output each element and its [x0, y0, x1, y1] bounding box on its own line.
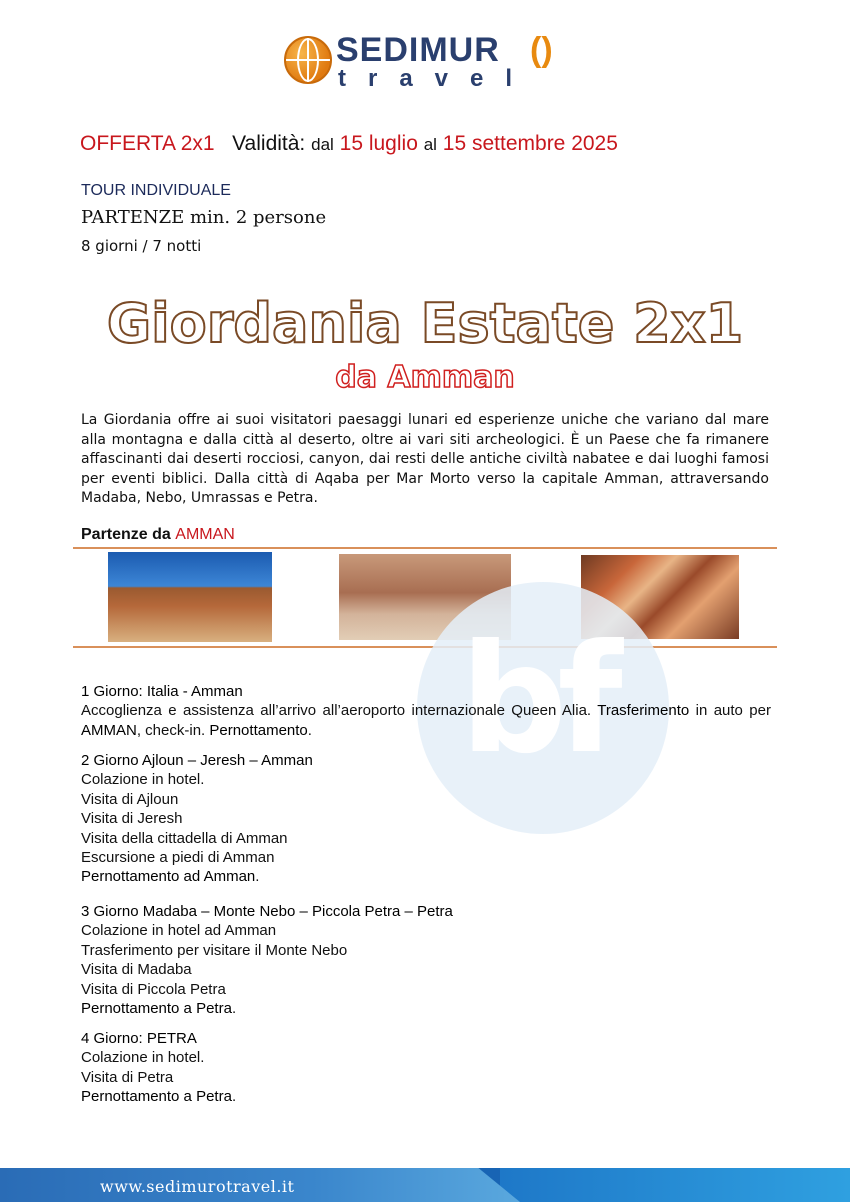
- day-2-line: Colazione in hotel.: [81, 771, 205, 789]
- day-2-line: Visita di Ajloun: [81, 790, 179, 808]
- tour-type: TOUR INDIVIDUALE: [81, 182, 231, 199]
- day-3: [81, 902, 771, 1018]
- offer-line: [80, 131, 618, 158]
- footer-website-link[interactable]: www.sedimurotravel.it: [100, 1177, 295, 1196]
- tour-duration: 8 giorni / 7 notti: [81, 237, 202, 255]
- day-4-line: Colazione in hotel.: [81, 1049, 205, 1067]
- day-2-overnight: [81, 867, 771, 886]
- day-2-line: Visita di Jeresh: [81, 810, 183, 828]
- validity-to-word: al: [423, 135, 437, 154]
- validity-from-word: dal: [311, 135, 334, 154]
- day-1-bold-overnight: Pernottamento: [209, 721, 308, 739]
- watermark-text: bf: [460, 613, 613, 787]
- day-3-line: Visita di Madaba: [81, 961, 192, 979]
- day-1-bold-city: AMMAN: [81, 721, 137, 739]
- day-3-line: Colazione in hotel ad Amman: [81, 922, 277, 940]
- validity-to-date: 15 settembre 2025: [442, 132, 618, 155]
- validity-from-date: 15 luglio: [339, 132, 418, 155]
- day-4-overnight: [81, 1087, 771, 1106]
- day-2-line: Visita della cittadella di Amman: [81, 829, 288, 847]
- departures-minimum: PARTENZE min. 2 persone: [81, 207, 327, 228]
- day-1-text-part: .: [307, 721, 312, 739]
- globe-icon: [284, 36, 332, 84]
- day-1-text-part: Accoglienza e assistenza all’arrivo all’aeroporto internazionale Queen Alia.: [81, 702, 598, 720]
- day-1-title: 1 Giorno: Italia - Amman: [81, 683, 243, 700]
- footer-accent: [500, 1168, 850, 1202]
- day-4-overnight-text: Pernottamento a Petra: [81, 1088, 232, 1106]
- brand-logo: [284, 28, 584, 92]
- departures-heading: [81, 526, 235, 544]
- day-4: [81, 1029, 771, 1107]
- day-1: [81, 682, 771, 740]
- day-3-title: 3 Giorno Madaba – Monte Nebo – Piccola Petra – Petra: [81, 903, 453, 920]
- day-3-overnight: [81, 999, 771, 1018]
- validity-label: Validità:: [232, 132, 306, 155]
- photo-desert-rocks: [108, 552, 272, 642]
- divider-top: [73, 547, 777, 549]
- logo-sub-text: travel: [338, 65, 535, 92]
- day-2-overnight-end: .: [255, 868, 260, 886]
- day-3-overnight-text: Pernottamento a Petra: [81, 1000, 232, 1018]
- day-4-line: Visita di Petra: [81, 1068, 174, 1086]
- day-2-line: Escursione a piedi di Amman: [81, 849, 275, 867]
- departures-prefix: Partenze da: [81, 526, 171, 543]
- day-4-overnight-end: .: [231, 1088, 237, 1106]
- divider-bottom: [73, 646, 777, 648]
- day-1-text: [81, 701, 771, 740]
- logo-brand-text: SEDIMUR: [336, 31, 500, 69]
- day-3-line: Trasferimento per visitare il Monte Nebo: [81, 941, 348, 959]
- day-1-text-part: , check-in.: [136, 721, 210, 739]
- day-1-text-part: in auto per: [689, 702, 771, 720]
- day-1-bold-transfer: Trasferimento: [597, 702, 690, 720]
- page-title: Giordania Estate 2x1: [106, 292, 744, 355]
- day-3-line: Visita di Piccola Petra: [81, 980, 226, 998]
- logo-accent: (): [530, 31, 553, 69]
- day-3-overnight-end: .: [231, 1000, 237, 1018]
- intro-paragraph: La Giordania offre ai suoi visitatori paesaggi lunari ed esperienze uniche che variano dal mare alla montagna e dalla città al deserto, oltre ai vari siti archeologici. È un Paese che fa rimanere affascinanti dai deserti rocciosi, canyon, dai resti delle antiche civiltà nabatee e dai luoghi famosi per eventi biblici. Dalla città di Aqaba per Mar Morto verso la capitale Amman, attraversando Madaba, Nebo, Umrassas e Petra.: [81, 412, 769, 506]
- page-subtitle: da Amman: [335, 360, 515, 395]
- day-4-title: 4 Giorno: PETRA: [81, 1030, 197, 1047]
- departures-city: AMMAN: [175, 526, 235, 543]
- day-2: [81, 751, 771, 887]
- offer-label: OFFERTA 2x1: [80, 132, 215, 155]
- day-2-title: 2 Giorno Ajloun – Jeresh – Amman: [81, 752, 313, 769]
- day-2-overnight-text: Pernottamento ad Amman: [81, 868, 256, 886]
